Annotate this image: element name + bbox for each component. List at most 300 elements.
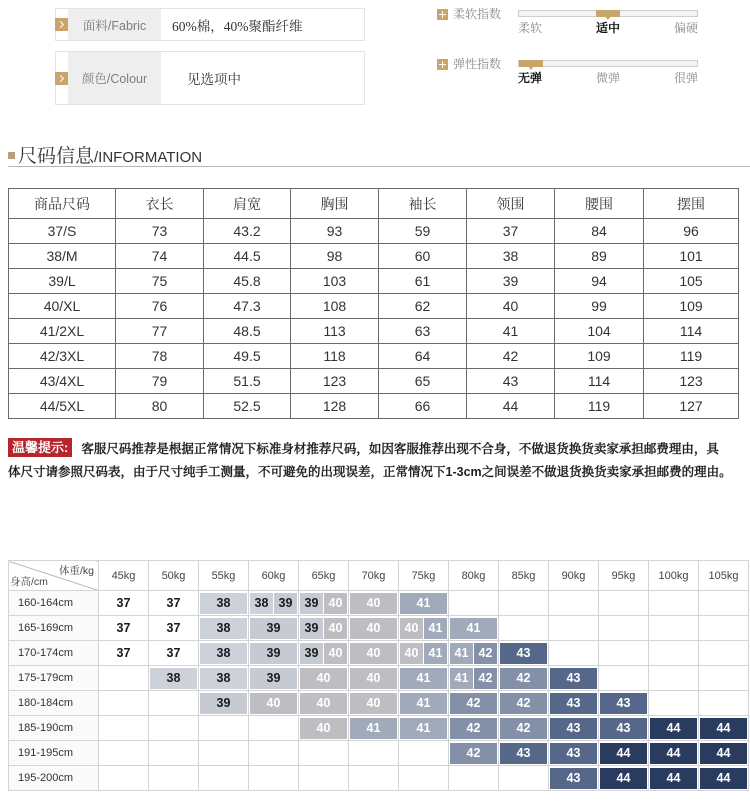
measurement-cell: 39: [467, 269, 555, 294]
empty-cell: [99, 691, 149, 716]
measurement-cell: 44.5: [204, 244, 291, 269]
size-fill: [300, 668, 347, 689]
empty-cell: [199, 766, 249, 791]
elasticity-scale-bar: [518, 60, 698, 67]
size-table-row: [9, 269, 739, 294]
recommended-size-cell: [199, 641, 249, 666]
size-fill: [250, 643, 297, 664]
size-fill: [200, 593, 247, 614]
size-value: 43: [550, 718, 597, 739]
size-fill: [250, 593, 297, 614]
empty-cell: [699, 666, 749, 691]
measurement-cell: 113: [291, 319, 379, 344]
measurement-cell: 63: [379, 319, 467, 344]
size-value: 44: [600, 768, 647, 789]
fit-grid-row: [9, 616, 749, 641]
empty-cell: [249, 766, 299, 791]
size-fill: [200, 668, 247, 689]
size-fill: [500, 693, 547, 714]
size-value: 43: [600, 718, 647, 739]
empty-cell: [499, 616, 549, 641]
measurement-cell: 48.5: [204, 319, 291, 344]
recommended-size-cell: [349, 716, 399, 741]
size-table-row: [9, 244, 739, 269]
size-value: 41: [400, 668, 447, 689]
recommended-size-cell: [399, 591, 449, 616]
size-table-row: [9, 319, 739, 344]
empty-cell: [149, 691, 199, 716]
measurement-cell: 42: [467, 344, 555, 369]
size-fill: [450, 743, 497, 764]
measurement-cell: 43: [467, 369, 555, 394]
measurement-cell: 61: [379, 269, 467, 294]
size-value: 43: [550, 693, 597, 714]
size-value: 44: [650, 743, 697, 764]
fit-grid-row: [9, 691, 749, 716]
elasticity-level-marker: [519, 60, 543, 67]
weight-column-header: 60kg: [249, 561, 299, 591]
measurement-cell: 114: [555, 369, 644, 394]
measurement-cell: 60: [379, 244, 467, 269]
empty-cell: [449, 766, 499, 791]
height-row-header: 175-179cm: [9, 666, 99, 691]
plus-icon: [437, 9, 448, 20]
softness-index: [437, 7, 699, 37]
size-table-header-cell: 肩宽: [204, 189, 291, 219]
size-value: 44: [600, 743, 647, 764]
size-value: 44: [650, 768, 697, 789]
fit-grid-header-row: [9, 561, 749, 591]
measurement-cell: 41: [467, 319, 555, 344]
size-value: 42: [450, 693, 497, 714]
size-fill: [700, 718, 747, 739]
size-table-row: [9, 394, 739, 419]
measurement-cell: 79: [116, 369, 204, 394]
size-fill: [400, 593, 447, 614]
size-table-body: [9, 219, 739, 419]
empty-cell: [199, 716, 249, 741]
measurement-cell: 101: [644, 244, 739, 269]
size-value: 41: [450, 618, 497, 639]
empty-cell: [699, 616, 749, 641]
measurement-cell: 103: [291, 269, 379, 294]
empty-cell: [499, 766, 549, 791]
softness-index-label: 柔软指数: [453, 7, 502, 21]
empty-cell: [499, 591, 549, 616]
size-value: 40: [400, 643, 423, 664]
measurement-cell: 65: [379, 369, 467, 394]
size-fill: [400, 718, 447, 739]
recommended-size-cell: [499, 666, 549, 691]
size-fill: [100, 618, 147, 639]
size-value: 42: [474, 643, 497, 664]
size-fill: [200, 693, 247, 714]
size-fill: [300, 618, 347, 639]
index-option: 柔软: [518, 21, 543, 35]
recommended-size-cell: [249, 616, 299, 641]
recommended-size-cell: [149, 641, 199, 666]
size-label-cell: 37/S: [9, 219, 116, 244]
weight-column-header: 70kg: [349, 561, 399, 591]
recommended-size-cell: [349, 641, 399, 666]
size-label-cell: 38/M: [9, 244, 116, 269]
empty-cell: [549, 591, 599, 616]
softness-level-marker: [596, 10, 620, 17]
size-fill: [350, 618, 397, 639]
size-fill: [300, 643, 347, 664]
tip-text: 体尺寸请参照尺码表，由于尺寸纯手工测量，不可避免的出现误差，正常情况下1-3cm之间误差不做退货换货卖家承担邮费的理由。: [8, 465, 732, 479]
empty-cell: [649, 616, 699, 641]
measurement-cell: 80: [116, 394, 204, 419]
empty-cell: [599, 641, 649, 666]
size-fill: [300, 693, 347, 714]
size-table-header-cell: 商品尺码: [9, 189, 116, 219]
size-value: 40: [400, 618, 423, 639]
size-table-head: [9, 189, 739, 219]
fit-grid-row: [9, 716, 749, 741]
fabric-value: 60%棉，40%聚酯纤维: [172, 18, 303, 34]
size-fill: [500, 743, 547, 764]
size-fill: [150, 593, 197, 614]
size-label-cell: 44/5XL: [9, 394, 116, 419]
size-value: 43: [550, 743, 597, 764]
empty-cell: [599, 666, 649, 691]
size-value: 44: [700, 718, 747, 739]
height-axis-label: 身高/cm: [10, 576, 48, 588]
empty-cell: [649, 666, 699, 691]
size-value: 44: [650, 718, 697, 739]
recommended-size-cell: [399, 691, 449, 716]
measurement-cell: 128: [291, 394, 379, 419]
size-value: 39: [300, 618, 323, 639]
size-value: 39: [274, 593, 297, 614]
recommended-size-cell: [299, 691, 349, 716]
fit-grid-row: [9, 641, 749, 666]
weight-column-header: 75kg: [399, 561, 449, 591]
size-label-cell: 39/L: [9, 269, 116, 294]
recommended-size-cell: [349, 666, 399, 691]
size-table-header-cell: 衣长: [116, 189, 204, 219]
size-value: 41: [450, 668, 473, 689]
measurement-cell: 123: [291, 369, 379, 394]
size-fill: [600, 693, 647, 714]
height-row-header: 185-190cm: [9, 716, 99, 741]
recommended-size-cell: [249, 666, 299, 691]
size-table-header-cell: 领围: [467, 189, 555, 219]
size-value: 41: [450, 643, 473, 664]
elasticity-scale-options: [518, 71, 698, 86]
empty-cell: [699, 691, 749, 716]
size-value: 44: [700, 768, 747, 789]
size-value: 41: [424, 618, 447, 639]
recommended-size-cell: [599, 766, 649, 791]
size-value: 40: [324, 593, 347, 614]
empty-cell: [349, 741, 399, 766]
weight-column-header: 80kg: [449, 561, 499, 591]
empty-cell: [299, 741, 349, 766]
empty-cell: [149, 741, 199, 766]
empty-cell: [599, 616, 649, 641]
softness-scale-bar: [518, 10, 698, 17]
colour-label: 颜色/Colour: [68, 52, 161, 104]
size-fill: [400, 668, 447, 689]
fit-grid-row: [9, 666, 749, 691]
recommended-size-cell: [649, 741, 699, 766]
recommended-size-cell: [499, 716, 549, 741]
empty-cell: [149, 716, 199, 741]
size-fill: [700, 743, 747, 764]
size-info-title-en: /INFORMATION: [94, 149, 203, 166]
recommended-size-cell: [399, 641, 449, 666]
size-label-cell: 40/XL: [9, 294, 116, 319]
size-value: 39: [250, 668, 297, 689]
size-info-title-cn: 尺码信息: [18, 146, 95, 167]
size-value: 38: [150, 668, 197, 689]
size-value: 37: [100, 643, 147, 664]
empty-cell: [449, 591, 499, 616]
measurement-cell: 93: [291, 219, 379, 244]
size-fill: [350, 668, 397, 689]
recommended-size-cell: [299, 641, 349, 666]
recommended-size-cell: [499, 641, 549, 666]
recommended-size-cell: [699, 766, 749, 791]
size-value: 43: [500, 743, 547, 764]
height-row-header: 191-195cm: [9, 741, 99, 766]
recommended-size-cell: [549, 666, 599, 691]
fit-grid-body: [9, 591, 749, 791]
softness-scale-options: [518, 21, 698, 36]
recommended-size-cell: [249, 641, 299, 666]
size-fill: [350, 643, 397, 664]
recommended-size-cell: [599, 691, 649, 716]
measurement-cell: 43.2: [204, 219, 291, 244]
empty-cell: [599, 591, 649, 616]
measurement-cell: 127: [644, 394, 739, 419]
fit-grid-head: [9, 561, 749, 591]
recommended-size-cell: [549, 691, 599, 716]
size-value: 40: [300, 718, 347, 739]
empty-cell: [699, 641, 749, 666]
size-value: 40: [350, 593, 397, 614]
measurement-cell: 109: [555, 344, 644, 369]
size-value: 44: [700, 743, 747, 764]
size-value: 42: [500, 718, 547, 739]
empty-cell: [99, 716, 149, 741]
empty-cell: [99, 766, 149, 791]
empty-cell: [649, 591, 699, 616]
measurement-cell: 37: [467, 219, 555, 244]
size-value: 40: [350, 668, 397, 689]
recommended-size-cell: [149, 616, 199, 641]
size-value: 42: [450, 718, 497, 739]
tip-label: 温馨提示:: [8, 438, 72, 457]
size-fill: [400, 618, 447, 639]
weight-column-header: 50kg: [149, 561, 199, 591]
size-fill: [150, 668, 197, 689]
size-value: 40: [350, 693, 397, 714]
size-fill: [200, 618, 247, 639]
weight-column-header: 90kg: [549, 561, 599, 591]
elasticity-index: [437, 57, 699, 87]
recommended-size-cell: [449, 666, 499, 691]
tip-line: [8, 438, 748, 461]
size-fill: [650, 718, 697, 739]
size-fill: [300, 718, 347, 739]
size-value: 41: [400, 718, 447, 739]
recommended-size-cell: [699, 741, 749, 766]
recommended-size-cell: [249, 591, 299, 616]
recommended-size-cell: [649, 766, 699, 791]
size-value: 41: [400, 593, 447, 614]
recommended-size-cell: [149, 591, 199, 616]
index-option: 无弹: [518, 71, 543, 85]
square-bullet-icon: [8, 152, 15, 159]
fabric-label: 面料/Fabric: [68, 9, 161, 40]
height-row-header: 170-174cm: [9, 641, 99, 666]
index-option: 适中: [595, 21, 620, 35]
fit-grid-row: [9, 741, 749, 766]
size-fill: [600, 743, 647, 764]
measurement-cell: 78: [116, 344, 204, 369]
size-value: 38: [200, 668, 247, 689]
recommended-size-cell: [349, 691, 399, 716]
size-value: 39: [250, 643, 297, 664]
size-value: 42: [474, 668, 497, 689]
elasticity-index-label: 弹性指数: [453, 57, 502, 71]
size-label-cell: 43/4XL: [9, 369, 116, 394]
measurement-cell: 123: [644, 369, 739, 394]
size-value: 37: [150, 593, 197, 614]
empty-cell: [699, 591, 749, 616]
recommended-size-cell: [349, 616, 399, 641]
size-value: 42: [450, 743, 497, 764]
size-value: 40: [300, 668, 347, 689]
empty-cell: [99, 741, 149, 766]
index-option: 微弹: [595, 71, 620, 85]
size-value: 40: [324, 618, 347, 639]
size-fill: [350, 718, 397, 739]
measurement-cell: 109: [644, 294, 739, 319]
size-fill: [400, 643, 447, 664]
size-info-heading: [8, 140, 750, 167]
size-value: 43: [550, 768, 597, 789]
size-fill: [650, 743, 697, 764]
empty-cell: [349, 766, 399, 791]
height-weight-size-grid: [8, 560, 749, 791]
recommended-size-cell: [299, 666, 349, 691]
size-value: 39: [200, 693, 247, 714]
recommended-size-cell: [449, 741, 499, 766]
empty-cell: [199, 741, 249, 766]
size-value: 40: [300, 693, 347, 714]
recommended-size-cell: [299, 716, 349, 741]
measurement-cell: 74: [116, 244, 204, 269]
measurement-cell: 114: [644, 319, 739, 344]
recommended-size-cell: [499, 691, 549, 716]
colour-value: 见选项中: [187, 72, 241, 87]
size-fill: [450, 618, 497, 639]
measurement-cell: 84: [555, 219, 644, 244]
fit-grid-row: [9, 766, 749, 791]
recommended-size-cell: [399, 666, 449, 691]
size-value: 37: [100, 593, 147, 614]
recommended-size-cell: [399, 616, 449, 641]
size-fill: [550, 693, 597, 714]
size-fill: [300, 593, 347, 614]
empty-cell: [99, 666, 149, 691]
size-table-header-cell: 腰围: [555, 189, 644, 219]
recommended-size-cell: [199, 691, 249, 716]
weight-column-header: 95kg: [599, 561, 649, 591]
recommended-size-cell: [299, 616, 349, 641]
size-info-title: [18, 141, 202, 168]
measurement-cell: 45.8: [204, 269, 291, 294]
empty-cell: [399, 741, 449, 766]
size-value: 37: [150, 618, 197, 639]
size-value: 41: [424, 643, 447, 664]
size-fill: [400, 693, 447, 714]
recommended-size-cell: [549, 716, 599, 741]
weight-column-header: 85kg: [499, 561, 549, 591]
size-fill: [600, 768, 647, 789]
size-value: 38: [200, 618, 247, 639]
height-row-header: 195-200cm: [9, 766, 99, 791]
recommended-size-cell: [399, 716, 449, 741]
size-table-row: [9, 369, 739, 394]
size-fill: [250, 668, 297, 689]
size-value: 39: [300, 593, 323, 614]
recommended-size-cell: [449, 691, 499, 716]
measurement-cell: 105: [644, 269, 739, 294]
empty-cell: [549, 616, 599, 641]
weight-column-header: 55kg: [199, 561, 249, 591]
size-value: 40: [324, 643, 347, 664]
measurement-cell: 66: [379, 394, 467, 419]
size-fill: [150, 618, 197, 639]
recommended-size-cell: [449, 716, 499, 741]
size-fill: [500, 718, 547, 739]
size-fill: [350, 593, 397, 614]
size-fill: [600, 718, 647, 739]
weight-column-header: 105kg: [699, 561, 749, 591]
measurement-cell: 62: [379, 294, 467, 319]
size-fill: [200, 643, 247, 664]
recommended-size-cell: [499, 741, 549, 766]
measurement-cell: 119: [644, 344, 739, 369]
recommended-size-cell: [549, 766, 599, 791]
index-option: 很弹: [673, 71, 698, 85]
size-value: 42: [500, 693, 547, 714]
measurement-cell: 52.5: [204, 394, 291, 419]
recommended-size-cell: [599, 716, 649, 741]
size-fill: [250, 618, 297, 639]
size-table-header-cell: 袖长: [379, 189, 467, 219]
size-table-row: [9, 294, 739, 319]
recommended-size-cell: [699, 716, 749, 741]
size-fill: [700, 768, 747, 789]
size-value: 39: [300, 643, 323, 664]
height-row-header: 165-169cm: [9, 616, 99, 641]
measurement-cell: 108: [291, 294, 379, 319]
size-fill: [500, 643, 547, 664]
recommended-size-cell: [249, 691, 299, 716]
measurement-cell: 59: [379, 219, 467, 244]
recommended-size-cell: [149, 666, 199, 691]
height-row-header: 160-164cm: [9, 591, 99, 616]
size-value: 41: [350, 718, 397, 739]
weight-column-header: 100kg: [649, 561, 699, 591]
fit-grid-row: [9, 591, 749, 616]
